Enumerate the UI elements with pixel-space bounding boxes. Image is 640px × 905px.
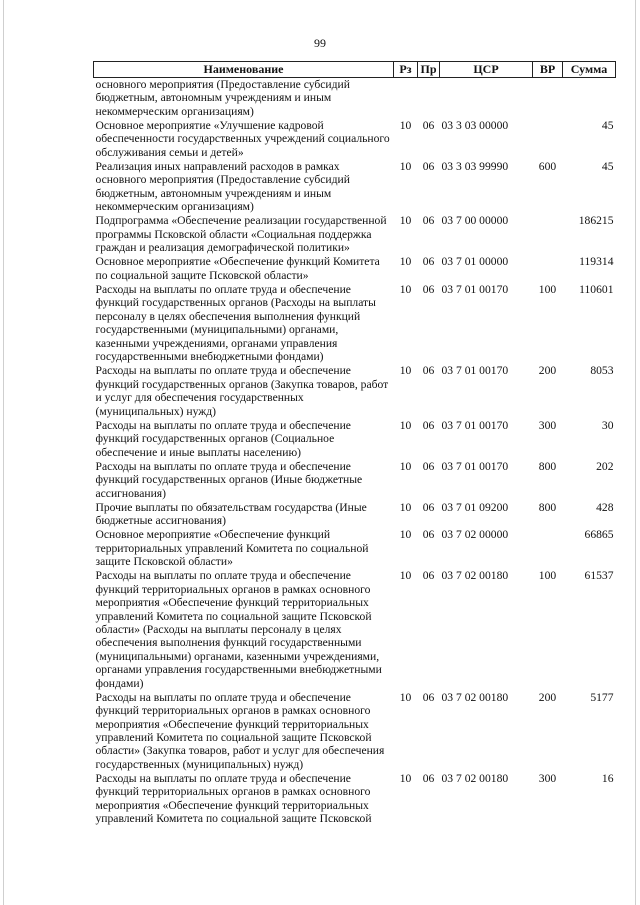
cell-csr: 03 3 03 99990 [441,160,509,174]
cell-vr: 100 [538,569,557,583]
scan-edge-right [635,0,636,905]
table-row [94,160,616,214]
col-header-pr: Пр [418,62,440,78]
cell-pr [418,78,440,120]
scan-edge-left [3,0,4,905]
table-body [94,78,616,827]
cell-rz: 10 [399,500,412,514]
col-header-rz: Рз [394,62,418,78]
cell-csr: 03 7 02 00180 [441,690,509,704]
cell-csr: 03 7 01 00170 [441,283,509,297]
cell-pr: 06 [422,772,435,786]
cell-rz: 10 [399,160,412,174]
cell-sum: 66865 [584,528,614,542]
cell-csr: 03 7 01 00170 [441,459,509,473]
col-header-sum: Сумма [563,62,616,78]
cell-vr: 600 [538,160,557,174]
cell-name: Реализация иных направлений расходов в рамках основного мероприятия (Предоставление субсидий бюджетным, автономным учреждениям и иным некоммерческим организациям) [95,160,350,214]
cell-sum: 428 [596,500,614,514]
cell-name: Основное мероприятие «Улучшение кадровой обеспеченности государственных учреждений социального обслуживания семьи и детей» [95,119,390,159]
cell-csr: 03 7 02 00180 [441,569,509,583]
cell-name: основного мероприятия (Предоставление субсидий бюджетным, автономным учреждениям и иным некоммерческим организациям) [95,78,350,118]
table-row [94,78,616,120]
cell-vr [533,214,563,255]
cell-sum: 110601 [579,283,614,297]
cell-name: Основное мероприятие «Обеспечение функций территориальных управлений Комитета по социальной защите Псковской области» [95,528,369,569]
cell-sum: 30 [601,418,614,432]
cell-name: Расходы на выплаты по оплате труда и обеспечение функций территориальных органов в рамках основного мероприятия «Обеспечение функций территориальных управлений Комитета по социальной защите Псковской [95,772,372,826]
cell-sum: 16 [601,772,614,786]
cell-sum: 45 [601,160,614,174]
cell-rz: 10 [399,255,412,269]
cell-rz [394,78,418,120]
cell-rz: 10 [399,528,412,542]
table-header [94,62,616,78]
cell-vr [533,119,563,160]
cell-vr [533,528,563,569]
cell-vr [533,255,563,283]
page-number: 99 [314,36,326,50]
cell-rz: 10 [399,772,412,786]
cell-csr: 03 7 01 00000 [441,255,509,269]
table-row [94,772,616,826]
cell-pr: 06 [422,569,435,583]
cell-name: Расходы на выплаты по оплате труда и обеспечение функций территориальных органов в рамках основного мероприятия «Обеспечение функций территориальных управлений Комитета по социальной защите Псковской области» (Закупка товаров, работ и услуг для обеспечения государственных (муниципальных) нужд) [95,690,385,771]
cell-csr: 03 7 01 09200 [441,500,509,514]
cell-csr: 03 3 03 00000 [441,119,509,133]
cell-name: Прочие выплаты по обязательствам государства (Иные бюджетные ассигнования) [95,500,367,528]
cell-pr: 06 [422,418,435,432]
cell-pr: 06 [422,690,435,704]
cell-pr: 06 [422,283,435,297]
cell-rz: 10 [399,364,412,378]
col-header-name: Наименование [94,62,394,78]
cell-rz: 10 [399,569,412,583]
table-row [94,119,616,160]
cell-name: Расходы на выплаты по оплате труда и обеспечение функций государственных органов (Социальное обеспечение и иные выплаты населению) [95,418,351,459]
table-row [94,283,616,364]
col-header-vr: ВР [533,62,563,78]
cell-csr [440,78,533,120]
cell-rz: 10 [399,459,412,473]
table-row [94,528,616,569]
col-header-csr: ЦСР [440,62,533,78]
cell-sum: 5177 [590,690,614,704]
table-row [94,419,616,460]
cell-csr: 03 7 02 00180 [441,772,509,786]
cell-sum: 45 [601,119,614,133]
cell-pr: 06 [422,160,435,174]
cell-csr: 03 7 02 00000 [441,528,509,542]
cell-vr: 200 [538,364,557,378]
cell-pr: 06 [422,255,435,269]
cell-vr [533,78,563,120]
cell-name: Основное мероприятие «Обеспечение функций Комитета по социальной защите Псковской области» [95,255,380,282]
cell-rz: 10 [399,283,412,297]
table-row [94,691,616,772]
cell-name: Расходы на выплаты по оплате труда и обеспечение функций государственных органов (Иные бюджетные ассигнования) [95,459,363,500]
cell-vr: 100 [538,283,557,297]
cell-sum: 8053 [590,364,614,378]
table-row [94,460,616,501]
cell-rz: 10 [399,690,412,704]
table-row [94,255,616,283]
cell-name: Расходы на выплаты по оплате труда и обеспечение функций государственных органов (Расходы на выплаты персоналу в целях обеспечения выполнения функций государственными (муниципальными) органами, казенными учреждениями, органами управления государственными внебюджетными фондами) [95,283,376,364]
table-row [94,214,616,255]
cell-sum: 119314 [579,255,614,269]
cell-vr: 800 [538,500,557,514]
cell-vr: 300 [538,418,557,432]
cell-pr: 06 [422,214,435,228]
cell-sum [563,78,616,120]
cell-vr: 200 [538,690,557,704]
cell-pr: 06 [422,500,435,514]
cell-pr: 06 [422,364,435,378]
cell-csr: 03 7 00 00000 [441,214,509,228]
table-row [94,569,616,690]
cell-vr: 300 [538,772,557,786]
budget-table [93,61,616,827]
cell-rz: 10 [399,214,412,228]
cell-rz: 10 [399,119,412,133]
cell-name: Подпрограмма «Обеспечение реализации государственной программы Псковской области «Социальная поддержка граждан и реализация демографической политики» [95,214,387,255]
cell-sum: 202 [596,459,614,473]
cell-name: Расходы на выплаты по оплате труда и обеспечение функций территориальных органов в рамках основного мероприятия «Обеспечение функций территориальных управлений Комитета по социальной защите Псковской области» (Расходы на выплаты персоналу в целях обеспечения выполнения функций государственными (муниципальными) органами, казенными учреждениями, органами управления государственными внебюджетными фондами) [95,569,382,690]
cell-pr: 06 [422,459,435,473]
cell-pr: 06 [422,528,435,542]
cell-sum: 61537 [584,569,614,583]
cell-pr: 06 [422,119,435,133]
cell-name: Расходы на выплаты по оплате труда и обеспечение функций государственных органов (Закупка товаров, работ и услуг для обеспечения государственных (муниципальных) нужд) [95,364,389,418]
cell-csr: 03 7 01 00170 [441,364,509,378]
table-row [94,364,616,418]
cell-rz: 10 [399,418,412,432]
cell-sum: 186215 [578,214,614,228]
table-row [94,501,616,529]
cell-vr: 800 [538,459,557,473]
cell-csr: 03 7 01 00170 [441,418,509,432]
